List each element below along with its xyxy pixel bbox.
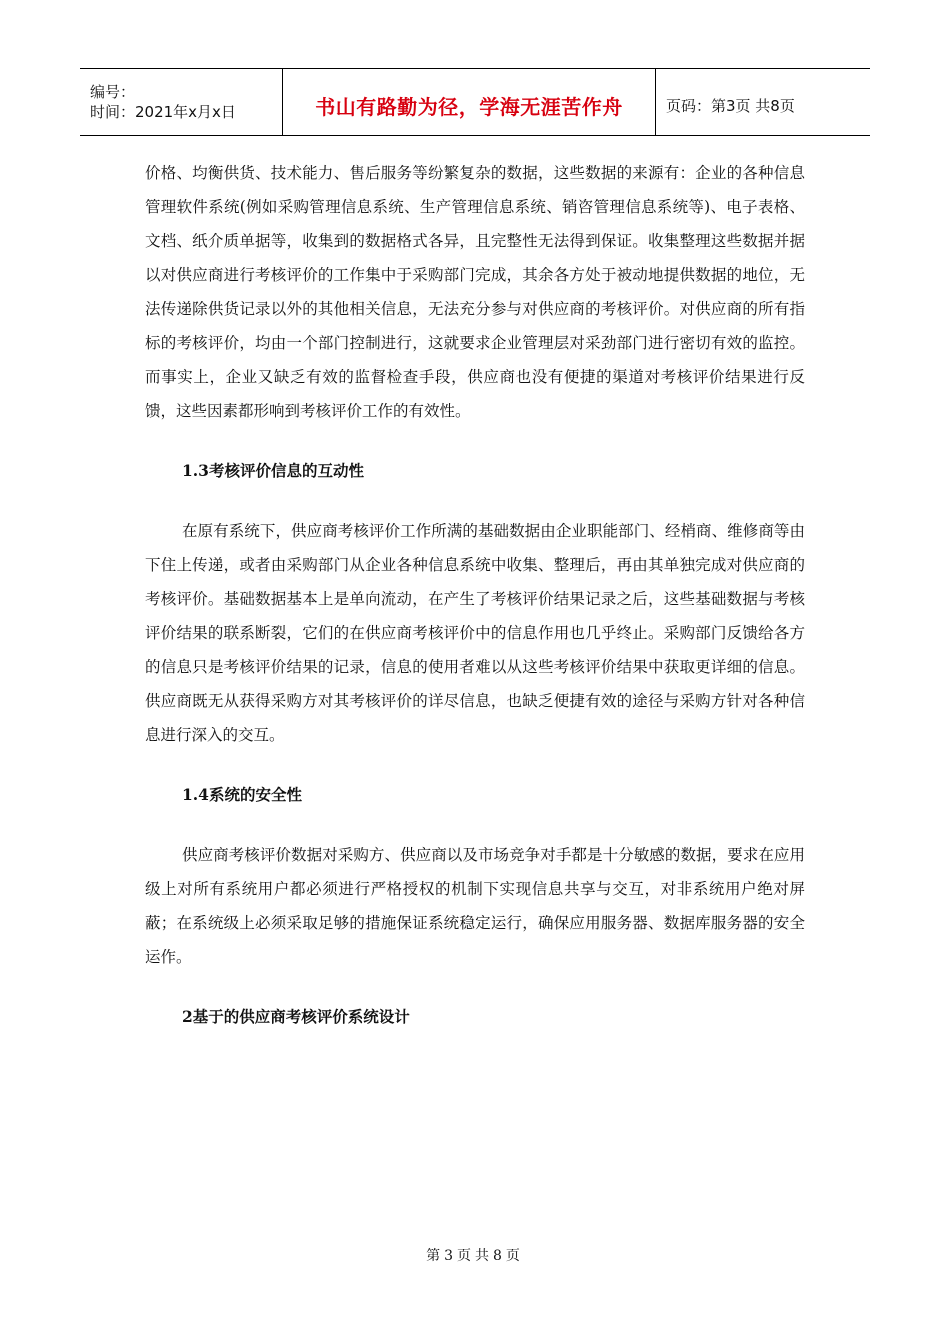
document-body bbox=[145, 156, 805, 1034]
spacer bbox=[145, 428, 805, 454]
section-heading: 1.4系统的安全性 bbox=[182, 785, 302, 804]
body-paragraph: 在原有系统下，供应商考核评价工作所满的基础数据由企业职能部门、经梢商、维修商等由下住上传递，或者由采购部门从企业各种信息系统中收集、整理后，再由其单独完成对供应商的考核评价。基础数据基本上是单向流动，在产生了考核评价结果记录之后，这些基础数据与考核评价结果的联系断裂，它们的在供应商考核评价中的信息作用也几乎终止。采购部门反馈给各方的信息只是考核评价结果的记录，信息的使用者难以从这些考核评价结果中获取更详细的信息。供应商既无从获得采购方对其考核评价的详尽信息，也缺乏便捷有效的途径与采购方针对各种信息进行深入的交互。 bbox=[145, 522, 805, 744]
header-motto: 书山有路勤为径，学海无涯苦作舟 bbox=[315, 94, 623, 119]
spacer bbox=[145, 812, 805, 838]
header-meta bbox=[80, 69, 282, 135]
spacer bbox=[145, 488, 805, 514]
page-header bbox=[80, 68, 870, 136]
header-page-cell bbox=[656, 69, 870, 135]
section-heading: 2基于的供应商考核评价系统设计 bbox=[182, 1007, 410, 1026]
document-number-label: 编号： bbox=[90, 83, 136, 101]
section-heading: 1.3考核评价信息的互动性 bbox=[182, 461, 364, 480]
body-paragraph: 价格、均衡供货、技术能力、售后服务等纷繁复杂的数据，这些数据的来源有：企业的各种信息管理软件系统(例如采购管理信息系统、生产管理信息系统、销咨管理信息系统等)、电子表格、文档、纸介质单据等，收集到的数据格式各异，且完整性无法得到保证。收集整理这些数据并据以对供应商进行考核评价的工作集中于采购部门完成，其余各方处于被动地提供数据的地位，无法传递除供货记录以外的其他相关信息，无法充分参与对供应商的考核评价。对供应商的所有指标的考核评价，均由一个部门控制进行，这就要求企业管理层对采劲部门进行密切有效的监控。而事实上，企业又缺乏有效的监督检查手段，供应商也没有便捷的渠道对考核评价结果进行反馈，这些因素都形响到考核评价工作的有效性。 bbox=[145, 164, 805, 420]
spacer bbox=[145, 752, 805, 778]
body-paragraph: 供应商考核评价数据对采购方、供应商以及市场竞争对手都是十分敏感的数据，要求在应用级上对所有系统用户都必须进行严格授权的机制下实现信息共享与交互，对非系统用户绝对屏蔽；在系统级上必须采取足够的措施保证系统稳定运行，确保应用服务器、数据库服务器的安全运作。 bbox=[145, 846, 805, 966]
header-page-label: 页码：第3页 共8页 bbox=[666, 96, 795, 115]
page-footer: 第3页共8页 bbox=[426, 1248, 524, 1264]
header-motto-cell bbox=[282, 69, 656, 135]
spacer bbox=[145, 974, 805, 1000]
document-time-label: 时间：2021年x月x日 bbox=[90, 103, 236, 121]
